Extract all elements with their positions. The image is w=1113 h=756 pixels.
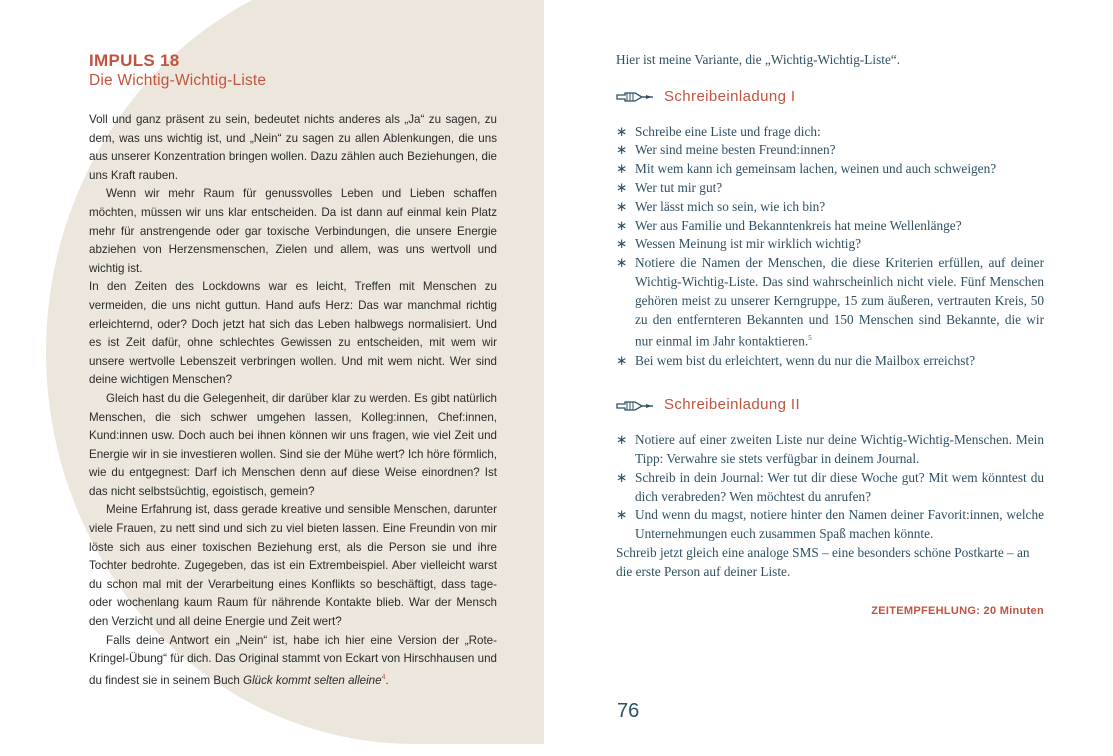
right-page xyxy=(616,51,1044,620)
paragraph-text: Falls deine Antwort ein „Nein“ ist, habe ich hier eine Version der „Rote-Kringel-Übung“ für dich. Das Original stammt von Eckart von Hirschhausen und du findest sie in seinem Buch xyxy=(89,633,497,687)
pen-nib-icon xyxy=(616,399,656,413)
list-item-text: Bei wem bist du erleichtert, wenn du nur die Mailbox erreichst? xyxy=(635,352,976,368)
bullet-icon: ∗ xyxy=(616,432,628,448)
footnote-marker: 5 xyxy=(808,334,812,343)
paragraph: Gleich hast du die Gelegenheit, dir darüber klar zu werden. Es gibt natürlich Menschen, die sich schwer umgehen lassen, Kolleg:innen, Chef:innen, Kund:innen usw. Doch auch bei ihnen können wir uns fragen, wie viel Zeit und Energie wir in sie investieren wollen. Sind sie der Mühe wert? Ich höre förmlich, wie du entgegnest: Darf ich Menschen denn auf diese Weise einordnen? Ist das nicht selbstsüchtig, egoistisch, gemein? xyxy=(89,391,497,498)
bullet-icon: ∗ xyxy=(616,217,628,233)
footnote-marker: 4 xyxy=(381,673,386,681)
paragraph: Wenn wir mehr Raum für genussvolles Leben und Lieben schaffen möchten, müssen wir uns klar entscheiden. Da ist dann auf einmal kein Platz mehr für anstrengende oder gar toxische Verbindungen, die unsere Energie abziehen von Herzensmenschen, Zielen und allem, was uns wertvoll und wichtig ist. xyxy=(89,187,497,275)
intro-text: Hier ist meine Variante, die „Wichtig-Wichtig-Liste“. xyxy=(616,52,901,67)
time-recommendation xyxy=(616,602,1044,621)
page-number: 76 xyxy=(617,700,640,722)
left-body xyxy=(89,111,497,690)
list-item-text: Wessen Meinung ist mir wirklich wichtig? xyxy=(635,236,862,252)
bullet-icon: ∗ xyxy=(616,198,628,214)
list-item-text: Schreibe eine Liste und frage dich: xyxy=(635,123,821,139)
paragraph-last xyxy=(89,632,497,691)
bullet-icon: ∗ xyxy=(616,469,628,485)
list-item xyxy=(616,123,1044,142)
list-item-text: Wer tut mir gut? xyxy=(635,179,723,195)
list-1 xyxy=(616,123,1044,371)
time-label: ZEITEMPFEHLUNG: xyxy=(871,604,981,617)
list-item xyxy=(616,254,1044,351)
list-item xyxy=(616,235,1044,254)
impuls-label: IMPULS 18 xyxy=(89,51,180,70)
bullet-icon: ∗ xyxy=(616,179,628,195)
left-page xyxy=(89,51,497,690)
heading-label: Schreibeinladung I xyxy=(664,87,796,105)
pen-nib-icon xyxy=(616,90,656,104)
list-item-text: Und wenn du magst, notiere hinter den Namen deiner Favorit:innen, welche Unternehmungen euch zusammen Spaß machen könnte. xyxy=(635,507,1044,542)
list-item xyxy=(616,179,1044,198)
heading-label: Schreibeinladung II xyxy=(664,396,801,414)
list-item-text: Schreib in dein Journal: Wer tut dir diese Woche gut? Mit wem könntest du dich verabreden? Wen möchtest du anrufen? xyxy=(635,469,1044,504)
list-item-text: Wer lässt mich so sein, wie ich bin? xyxy=(635,198,826,214)
time-value: 20 Minuten xyxy=(983,604,1044,617)
paragraph: In den Zeiten des Lockdowns war es leicht, Treffen mit Menschen zu vermeiden, die uns nicht guttun. Hand aufs Herz: Das war manchmal richtig erleichternd, oder? Doch jetzt hat sich das Leben halbwegs normalisiert. Und es ist Zeit dafür, ohne schlechtes Gewissen zu entscheiden, mit wem wir unsere wertvolle Lebenszeit verbringen wollen. Und mit wem nicht. Wer sind deine wichtigen Menschen? xyxy=(89,280,497,387)
section-heading-1 xyxy=(616,88,1044,107)
page-title: Die Wichtig-Wichtig-Liste xyxy=(89,72,267,89)
list-item-text: Notiere auf einer zweiten Liste nur deine Wichtig-Wichtig-Menschen. Mein Tipp: Verwahre sie stets verfügbar in deinem Journal. xyxy=(635,432,1044,466)
paragraph: Meine Erfahrung ist, dass gerade kreative und sensible Menschen, darunter viele Frauen, zu nett sind und sich zu viel bieten lassen. Eine Freundin von mir löste sich aus einer toxischen Beziehung erst, als die Person sie und ihre Tochter bedrohte. Zugegeben, das ist ein Extrembeispiel. Aber vielleicht warst du schon mal mit der Verarbeitung eines Konflikts so beschäftigt, dass tage- oder wochenlang kaum Raum für nährende Kontakte blieb. War der Mensch den Verzicht und all deine Energie und Zeit wert? xyxy=(89,503,497,629)
section-heading-2 xyxy=(616,396,1044,415)
bullet-icon: ∗ xyxy=(616,507,628,523)
bullet-icon: ∗ xyxy=(616,255,628,271)
list-item xyxy=(616,160,1044,179)
bullet-icon: ∗ xyxy=(616,142,628,158)
list-item-text: Notiere die Namen der Menschen, die diese Kriterien erfüllen, auf deiner Wichtig-Wichtig-Liste. Das sind wahrscheinlich nicht viele. Fünf Menschen gehören meist zu unserer Kerngruppe, 15 zum äußeren, vertrauten Kreis, 50 zu den entfernteren Bekannten und 150 Menschen sind Bekannte, die wir nur einmal im Jahr kontaktieren. xyxy=(635,255,1044,349)
list-2 xyxy=(616,431,1044,544)
list-item-text: Wer aus Familie und Bekanntenkreis hat meine Wellenlänge? xyxy=(635,217,962,233)
end-punct: . xyxy=(385,673,389,687)
paragraph: Voll und ganz präsent zu sein, bedeutet nichts anderes als „Ja“ zu sagen, zu dem, was uns wichtig ist, und „Nein“ zu sagen zu allen Ablenkungen, die uns aus unserer Konzentration bringen wollen. Dazu zählen auch Beziehungen, die uns Kraft rauben. xyxy=(89,113,497,182)
bullet-icon: ∗ xyxy=(616,161,628,177)
list-item xyxy=(616,469,1044,507)
bullet-icon: ∗ xyxy=(616,236,628,252)
list-item xyxy=(616,217,1044,236)
closing-text: Schreib jetzt gleich eine analoge SMS – eine besonders schöne Postkarte – an die erste Person auf deiner Liste. xyxy=(616,544,1030,579)
list-item xyxy=(616,506,1044,544)
list-item-text: Mit wem kann ich gemeinsam lachen, weinen und auch schweigen? xyxy=(635,161,997,177)
list-item xyxy=(616,352,1044,371)
bullet-icon: ∗ xyxy=(616,352,628,368)
book-title: Glück kommt selten alleine xyxy=(243,673,382,687)
list-item-text: Wer sind meine besten Freund:innen? xyxy=(635,142,836,158)
bullet-icon: ∗ xyxy=(616,123,628,139)
list-item xyxy=(616,198,1044,217)
list-item xyxy=(616,141,1044,160)
list-item xyxy=(616,431,1044,469)
